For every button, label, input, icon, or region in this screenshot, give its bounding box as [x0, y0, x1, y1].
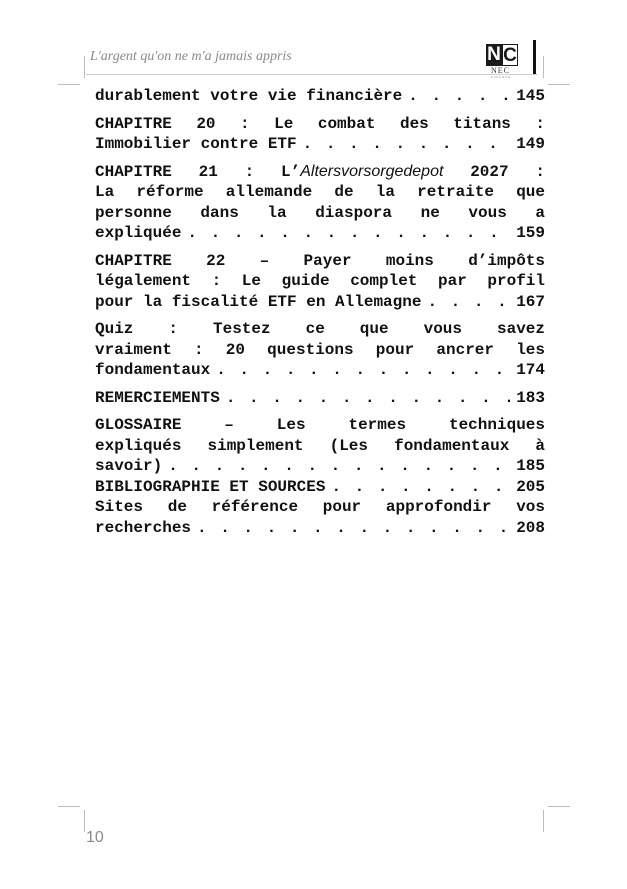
toc-page-number: 208	[516, 518, 545, 537]
toc-entry[interactable]	[95, 251, 545, 313]
toc-page-number: 174	[516, 361, 545, 379]
toc-page-number: 167	[516, 292, 545, 311]
toc-entry-line: Quiz : Testez ce que vous savez	[95, 320, 545, 338]
toc-entry[interactable]	[95, 388, 545, 409]
crop-mark	[543, 56, 544, 78]
toc-page-number: 183	[516, 388, 545, 407]
toc-entry-title: durablement votre vie financière	[95, 87, 403, 105]
crop-mark	[543, 810, 544, 832]
toc-entry-title: savoir)	[95, 457, 163, 475]
crop-mark	[58, 806, 80, 807]
leader-dots	[168, 456, 510, 477]
toc-entry-title: BIBLIOGRAPHIE ET SOURCES	[95, 477, 326, 496]
logo-letter-c: C	[503, 45, 517, 66]
toc-entry[interactable]	[95, 114, 545, 155]
toc-entry-title: pour la fiscalité ETF en Allemagne	[95, 292, 422, 311]
toc-entry-line: Sites de référence pour approfondir vos	[95, 498, 545, 516]
toc-entry-line-part: 2027 :	[443, 162, 546, 181]
toc-entry-title: fondamentaux	[95, 361, 211, 379]
leader-dots	[226, 388, 510, 409]
toc-entry-line: La réforme allemande de la retraite que	[95, 183, 545, 201]
toc-page-number: 149	[516, 135, 545, 153]
toc-entry[interactable]	[95, 497, 545, 538]
toc-entry-title: recherches	[95, 518, 192, 537]
toc-entry-title: expliquée	[95, 224, 182, 242]
toc-entry[interactable]	[95, 162, 545, 244]
toc-entry[interactable]	[95, 86, 545, 107]
toc-page-number: 145	[516, 87, 545, 105]
running-header-title: L'argent qu'on ne m'a jamais appris	[90, 49, 292, 64]
toc-entry-line-part: CHAPITRE 21 : L’	[95, 162, 301, 181]
toc-page-number: 205	[516, 477, 545, 496]
leader-dots	[216, 360, 510, 381]
toc-entry-line: expliqués simplement (Les fondamentaux à	[95, 436, 545, 455]
toc-entry-line: personne dans la diaspora ne vous a	[95, 203, 545, 222]
logo-wordmark: NEC	[491, 66, 510, 75]
crop-mark	[548, 806, 570, 807]
logo-letter-n: N	[487, 44, 501, 65]
toc-entry[interactable]	[95, 477, 545, 498]
leader-dots	[331, 477, 510, 498]
leader-dots	[427, 292, 510, 313]
logo-bar	[533, 40, 536, 74]
toc-page-number: 185	[516, 457, 545, 475]
toc-entry[interactable]	[95, 319, 545, 381]
header-rule	[86, 74, 538, 75]
leader-dots	[408, 86, 510, 107]
page-number: 10	[86, 829, 104, 846]
toc-entry-title: Immobilier contre ETF	[95, 135, 297, 153]
toc-entry-line: légalement : Le guide complet par profil	[95, 272, 545, 290]
toc-entry-line	[95, 162, 545, 183]
toc-page-number: 159	[516, 224, 545, 242]
toc-entry[interactable]	[95, 415, 545, 477]
crop-mark	[84, 56, 85, 78]
toc-entry-line: CHAPITRE 20 : Le combat des titans :	[95, 114, 545, 133]
leader-dots	[303, 134, 511, 155]
toc-entry-title: REMERCIEMENTS	[95, 388, 220, 407]
publisher-logo	[486, 44, 526, 78]
toc-entry-line: GLOSSAIRE – Les termes techniques	[95, 416, 545, 434]
leader-dots	[187, 223, 510, 244]
toc-entry-line: CHAPITRE 22 – Payer moins d’impôts	[95, 251, 545, 270]
crop-mark	[548, 84, 570, 85]
crop-mark	[58, 84, 80, 85]
toc-entry-italic-term: Altersvorsorgedepot	[300, 162, 444, 180]
leader-dots	[197, 518, 510, 539]
logo-subtitle: FINANCE	[491, 75, 512, 79]
toc-entry-line: vraiment : 20 questions pour ancrer les	[95, 340, 545, 359]
crop-mark	[84, 810, 85, 832]
table-of-contents	[95, 86, 545, 538]
